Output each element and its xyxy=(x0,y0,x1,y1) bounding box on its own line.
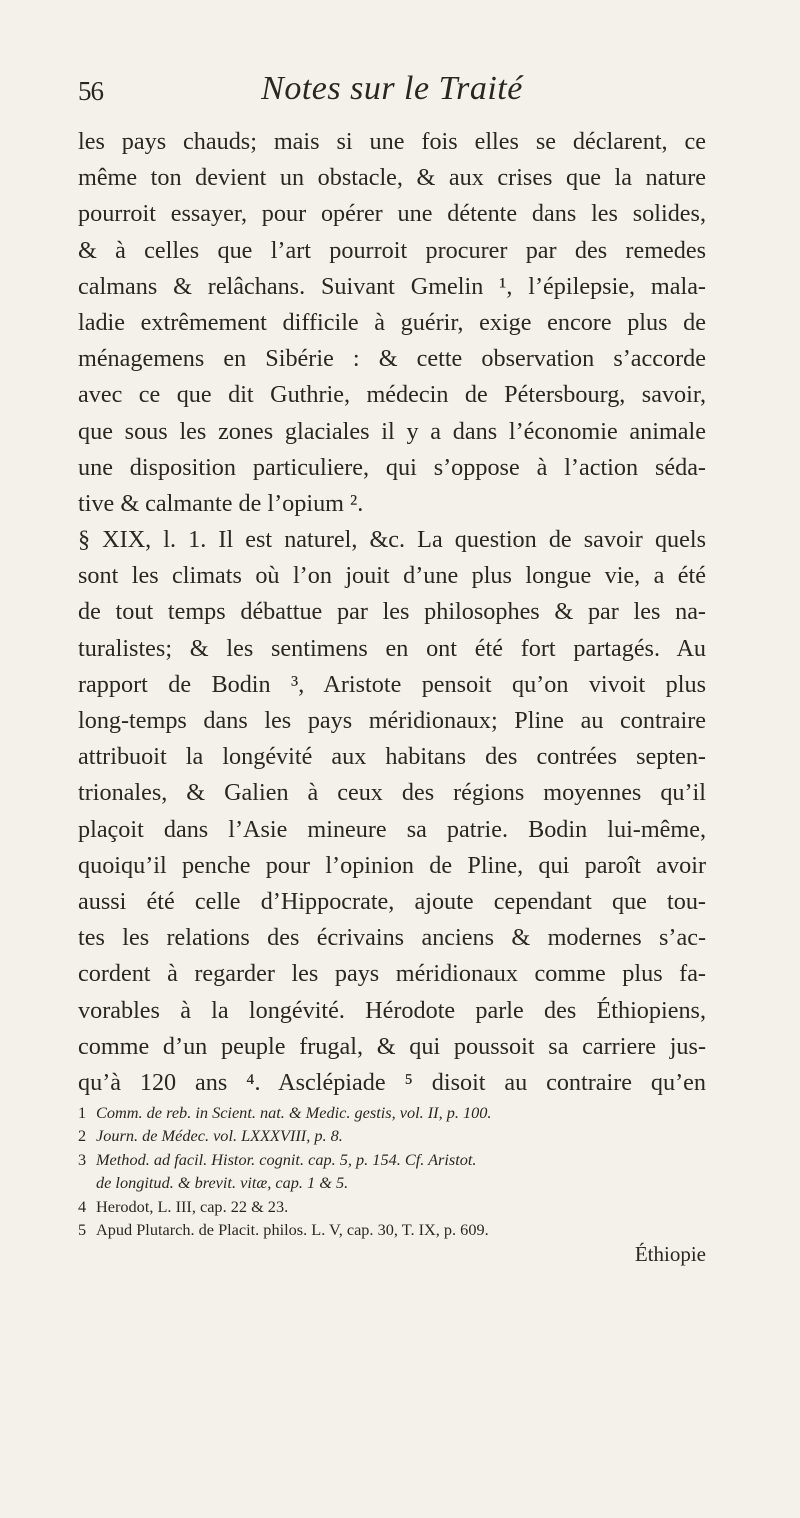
text-line: avec ce que dit Guthrie, médecin de Pétersbourg, savoir, xyxy=(78,381,706,409)
text-line: même ton devient un obstacle, & aux crises que la nature xyxy=(78,164,706,192)
footnote xyxy=(78,1218,706,1241)
text-line: de tout temps débattue par les philosophes & par les na- xyxy=(78,598,706,626)
catchword: Éthiopie xyxy=(634,1242,706,1267)
text-line: § XIX, l. 1. Il est naturel, &c. La question de savoir quels xyxy=(78,526,706,554)
text-line: une disposition particuliere, qui s’oppose à l’action séda- xyxy=(78,453,706,481)
text-line: calmans & relâchans. Suivant Gmelin ¹, l’épilepsie, mala- xyxy=(78,272,706,300)
text-line: quoiqu’il penche pour l’opinion de Pline, qui paroît avoir xyxy=(78,851,706,879)
footnote-text: Apud Plutarch. de Placit. philos. L. V, cap. 30, T. IX, p. 609. xyxy=(96,1220,489,1240)
text-line: attribuoit la longévité aux habitans des contrées septen- xyxy=(78,743,706,771)
text-line: qu’à 120 ans ⁴. Asclépiade ⁵ disoit au contraire qu’en xyxy=(78,1068,706,1096)
footnote xyxy=(78,1171,706,1194)
text-line: cordent à regarder les pays méridionaux comme plus fa- xyxy=(78,960,706,988)
footnote xyxy=(78,1148,706,1171)
running-title: Notes sur le Traité xyxy=(261,70,523,107)
footnote-number: 1 xyxy=(78,1103,87,1123)
footnote-text: de longitud. & brevit. vitæ, cap. 1 & 5. xyxy=(96,1173,349,1193)
text-line: tive & calmante de l’opium ². xyxy=(78,489,364,517)
footnote-number: 4 xyxy=(78,1196,87,1216)
text-line: comme d’un peuple frugal, & qui poussoit sa carriere jus- xyxy=(78,1032,706,1060)
footnote-text: Journ. de Médec. vol. LXXXVIII, p. 8. xyxy=(96,1126,343,1146)
text-line: pourroit essayer, pour opérer une détente dans les solides, xyxy=(78,200,706,228)
text-line: trionales, & Galien à ceux des régions moyennes qu’il xyxy=(78,779,706,807)
text-line: rapport de Bodin ³, Aristote pensoit qu’on vivoit plus xyxy=(78,670,706,698)
text-line: long-temps dans les pays méridionaux; Pline au contraire xyxy=(78,707,706,734)
document-page xyxy=(78,70,706,1267)
footnotes xyxy=(78,1101,706,1267)
text-line: ladie extrêmement difficile à guérir, exige encore plus de xyxy=(78,308,706,336)
footnote xyxy=(78,1101,706,1124)
text-line: sont les climats où l’on jouit d’une plus longue vie, a été xyxy=(78,562,706,590)
footnote xyxy=(78,1124,706,1147)
page-number: 56 xyxy=(78,76,103,106)
footnote xyxy=(78,1195,706,1218)
text-line: tes les relations des écrivains anciens & modernes s’ac- xyxy=(78,924,706,952)
body-text xyxy=(78,124,706,1101)
footnote-number: 3 xyxy=(78,1149,87,1169)
text-line: les pays chauds; mais si une fois elles se déclarent, ce xyxy=(78,128,706,155)
text-line: ménagemens en Sibérie : & cette observation s’accorde xyxy=(78,345,706,373)
text-line: turalistes; & les sentimens en ont été fort partagés. Au xyxy=(78,634,706,662)
text-line: & à celles que l’art pourroit procurer par des remedes xyxy=(78,236,706,264)
text-line: plaçoit dans l’Asie mineure sa patrie. Bodin lui-même, xyxy=(78,815,706,843)
footnote-text: Method. ad facil. Histor. cognit. cap. 5, p. 154. Cf. Aristot. xyxy=(96,1149,477,1169)
footnote-text: Comm. de reb. in Scient. nat. & Medic. gestis, vol. II, p. 100. xyxy=(96,1103,492,1123)
page-header xyxy=(78,70,706,124)
text-line: aussi été celle d’Hippocrate, ajoute cependant que tou- xyxy=(78,887,706,915)
footnote-number: 5 xyxy=(78,1220,87,1240)
footnote-number: 2 xyxy=(78,1126,87,1146)
text-line: que sous les zones glaciales il y a dans l’économie animale xyxy=(78,417,706,445)
text-line: vorables à la longévité. Hérodote parle des Éthiopiens, xyxy=(78,996,706,1024)
footnote-text: Herodot, L. III, cap. 22 & 23. xyxy=(96,1196,289,1216)
